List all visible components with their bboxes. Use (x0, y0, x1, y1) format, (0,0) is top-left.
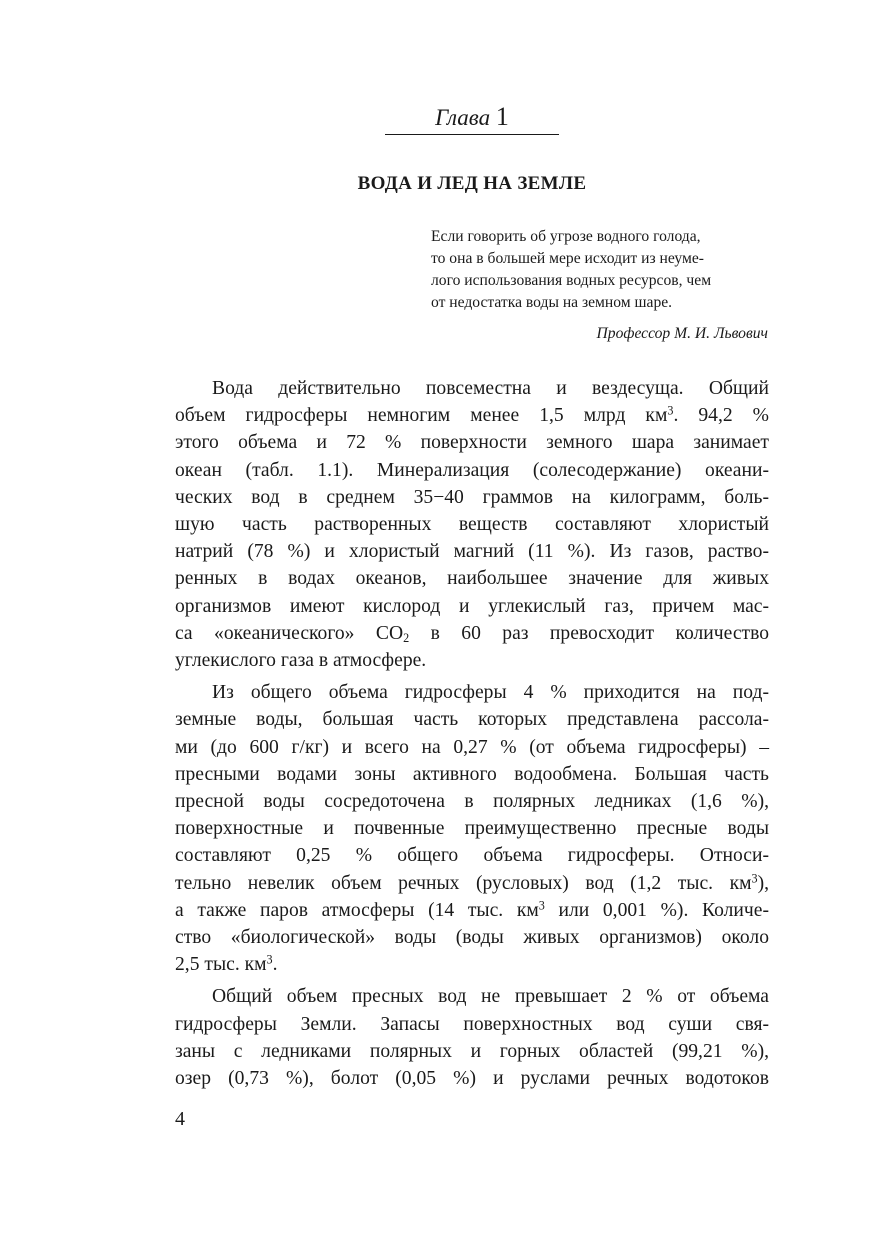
text-line: гидросферы Земли. Запасы поверхностных вод суши свя- (175, 1013, 769, 1035)
text-line: ренных в водах океанов, наибольшее значение для живых (175, 568, 769, 590)
text-line: натрий (78 %) и хлористый магний (11 %). Из газов, раство- (175, 541, 769, 563)
page-number: 4 (175, 1108, 185, 1130)
text-line: океан (табл. 1.1). Минерализация (солесодержание) океани- (175, 459, 769, 481)
epigraph-line: то она в большей мере исходит из неуме- (431, 250, 704, 267)
superscript: 3 (667, 403, 674, 418)
epigraph-line: Если говорить об угрозе водного голода, (431, 228, 701, 245)
text-line: заны с ледниками полярных и горных областей (99,21 %), (175, 1040, 769, 1062)
text-line: земные воды, большая часть которых представлена рассола- (175, 709, 769, 731)
superscript: 3 (538, 898, 545, 913)
text-line: озер (0,73 %), болот (0,05 %) и руслами речных водотоков (175, 1068, 769, 1090)
chapter-title: ВОДА И ЛЕД НА ЗЕМЛЕ (357, 173, 587, 194)
text-line: а также паров атмосферы (14 тыс. $км^3$ или 0,001 %). Количе- (175, 898, 769, 921)
chapter-word: Глава (435, 105, 491, 130)
superscript: 3 (266, 952, 273, 967)
paragraph-3 (175, 983, 769, 1092)
epigraph-line: лого использования водных ресурсов, чем (431, 272, 712, 289)
superscript: 3 (751, 870, 758, 885)
text-line: Из общего объема гидросферы 4 % приходится на под- (212, 682, 769, 704)
text-line: составляют 0,25 % общего объема гидросферы. Относи- (175, 845, 769, 867)
epigraph (431, 226, 771, 345)
chapter-label (385, 102, 559, 133)
text-line: Общий объем пресных вод не превышает 2 % от объема (212, 986, 769, 1008)
text-line: организмов имеют кислород и углекислый газ, причем мас- (175, 595, 769, 617)
chapter-divider (385, 134, 559, 135)
chapter-number: 1 (495, 102, 509, 131)
text-line: этого объема и 72 % поверхности земного шара занимает (175, 432, 769, 454)
paragraph-1 (175, 375, 769, 674)
text-line: углекислого газа в атмосфере. (175, 650, 427, 672)
text-line: шую часть растворенных веществ составляют хлористый (175, 514, 769, 536)
body-text (175, 375, 769, 1097)
epigraph-line: от недостатка воды на земном шаре. (431, 294, 673, 311)
paragraph-2 (175, 679, 769, 978)
text-line: ческих вод в среднем 35−40 граммов на килограмм, боль- (175, 486, 769, 508)
text-line: ство «биологической» воды (воды живых организмов) около (175, 927, 769, 949)
text-line: поверхностные и почвенные преимущественно пресные воды (175, 818, 769, 840)
text-line: пресными водами зоны активного водообмена. Большая часть (175, 763, 769, 785)
text-line: пресной воды сосредоточена в полярных ледниках (1,6 %), (175, 791, 769, 813)
text-line: Вода действительно повсеместна и вездесуща. Общий (212, 378, 769, 399)
text-line: 2,5 тыс. $км^3$. (175, 952, 278, 976)
text-line: объем гидросферы немногим менее 1,5 млрд $км^3$. 94,2 % (175, 403, 769, 427)
epigraph-author: Профессор М. И. Львович (596, 325, 768, 342)
text-line: тельно невелик объем речных (русловых) вод (1,2 тыс. $км^3$), (175, 870, 769, 894)
text-line: ми (до 600 г/кг) и всего на 0,27 % (от объема гидросферы) – (175, 736, 769, 758)
text-line: са «океанического» $CO_2$ в 60 раз превосходит количество (175, 622, 769, 645)
subscript: 2 (403, 630, 410, 645)
